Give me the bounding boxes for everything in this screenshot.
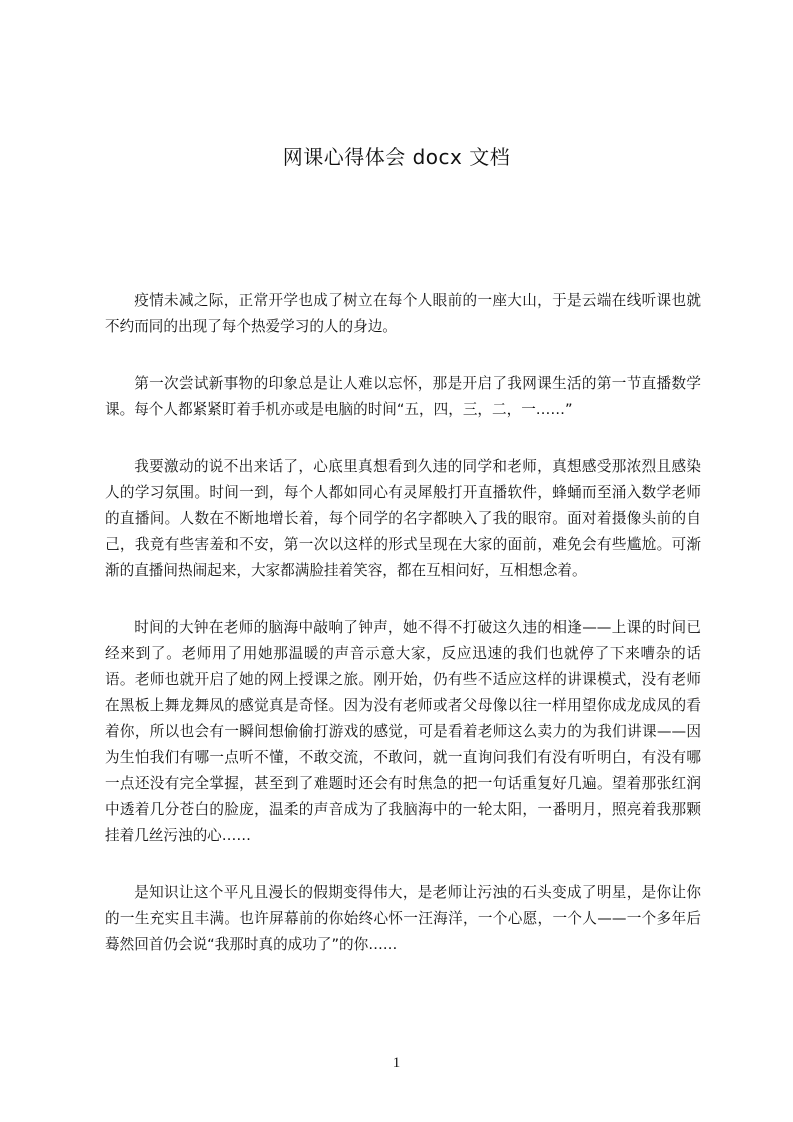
- paragraph-3: 我要激动的说不出来话了，心底里真想看到久违的同学和老师，真想感受那浓烈且感染人的学习氛围。时间一到，每个人都如同心有灵犀般打开直播软件，蜂蛹而至涌入数学老师的直播间。人数在不断地增长着，每个同学的名字都映入了我的眼帘。面对着摄像头前的自己，我竟有些害羞和不安，第一次以这样的形式呈现在大家的面前，难免会有些尴尬。可渐渐的直播间热闹起来，大家都满脸挂着笑容，都在互相问好，互相想念着。: [105, 458, 701, 579]
- paragraph-1: 疫情未减之际，正常开学也成了树立在每个人眼前的一座大山，于是云端在线听课也就不约而同的出现了每个热爱学习的人的身边。: [105, 292, 701, 335]
- paragraph-5: 是知识让这个平凡且漫长的假期变得伟大，是老师让污浊的石头变成了明星，是你让你的一生充实且丰满。也许屏幕前的你始终心怀一汪海洋，一个心愿，一个人——一个多年后蓦然回首仍会说“我那时真的成功了”的你……: [105, 884, 701, 953]
- paragraph-4: 时间的大钟在老师的脑海中敲响了钟声，她不得不打破这久违的相逢——上课的时间已经来到了。老师用了用她那温暖的声音示意大家，反应迅速的我们也就停了下来嘈杂的话语。老师也就开启了她的网上授课之旅。刚开始，仍有些不适应这样的讲课模式，没有老师在黑板上舞龙舞凤的感觉真是奇怪。因为没有老师或者父母像以往一样用望你成龙成凤的看着你，所以也会有一瞬间想偷偷打游戏的感觉，可是看着老师这么卖力的为我们讲课——因为生怕我们有哪一点听不懂，不敢交流，不敢问，就一直询问我们有没有听明白，有没有哪一点还没有完全掌握，甚至到了难题时还会有时焦急的把一句话重复好几遍。望着那张红润中透着几分苍白的脸庞，温柔的声音成为了我脑海中的一轮太阳，一番明月，照亮着我那颗挂着几丝污浊的心……: [105, 619, 701, 844]
- document-body: [105, 288, 701, 989]
- document-title: 网课心得体会 docx 文档: [282, 145, 511, 169]
- paragraph-2: 第一次尝试新事物的印象总是让人难以忘怀，那是开启了我网课生活的第一节直播数学课。每个人都紧紧盯着手机亦或是电脑的时间“五，四，三，二，一……”: [105, 375, 701, 418]
- page-number: 1: [392, 1055, 401, 1071]
